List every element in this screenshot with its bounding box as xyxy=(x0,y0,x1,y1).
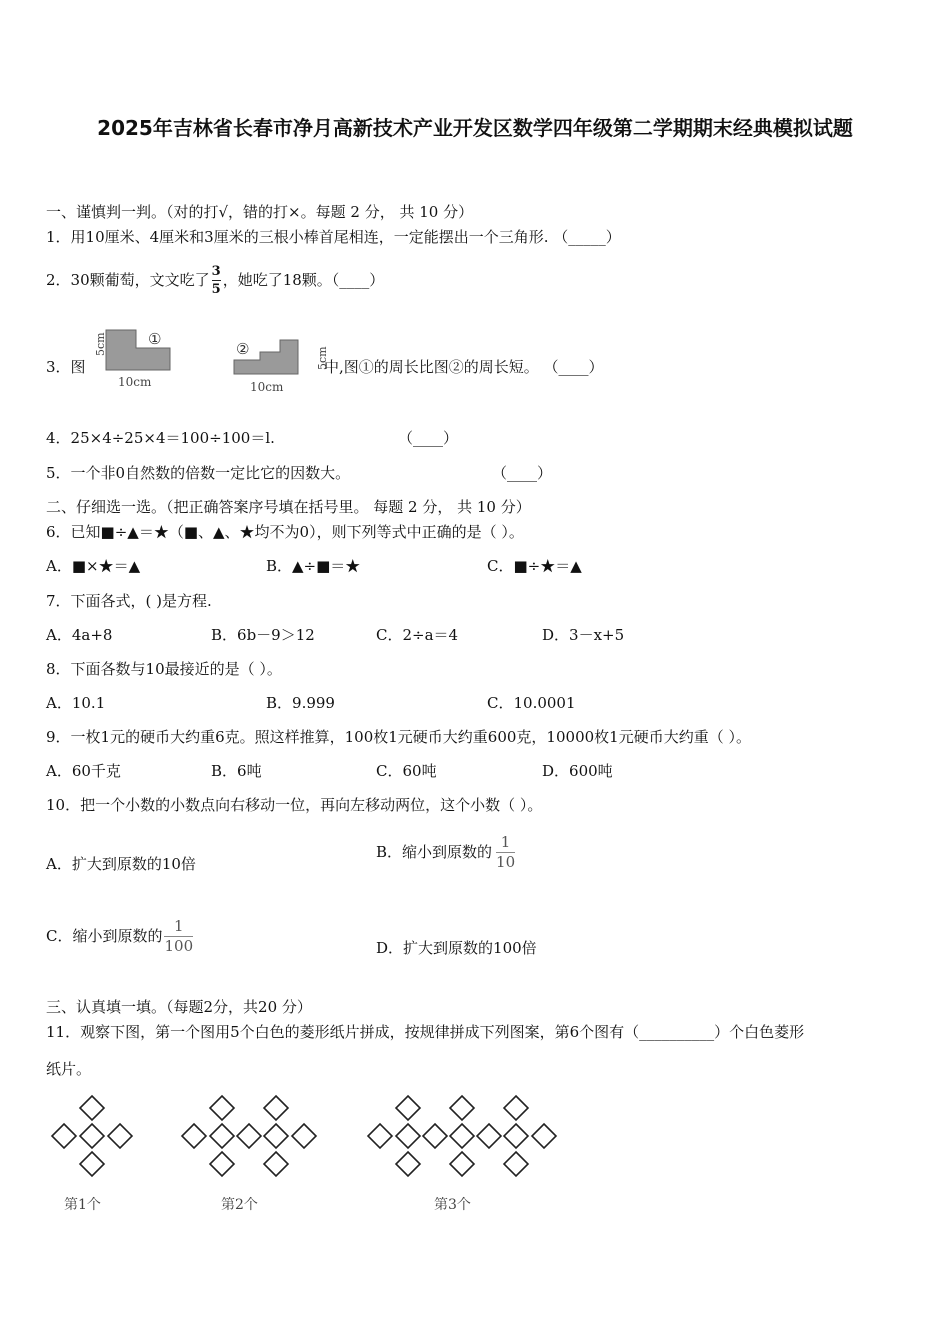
figure-1-side-label: 5cm xyxy=(94,332,107,356)
question-3-end: 中,图①的周长比图②的周长短。 （____） xyxy=(324,358,604,376)
question-2-text: 2．30颗葡萄，文文吃了 xyxy=(46,271,210,289)
figure-1 xyxy=(88,326,198,392)
question-9: 9．一枚1元的硬币大约重6克。照这样推算，100枚1元硬币大约重600克，10000枚1元硬币大约重（ ）。 xyxy=(46,728,751,746)
question-6-option-c: C．■÷★＝▲ xyxy=(487,557,582,575)
pattern-1-label: 第1个 xyxy=(64,1197,101,1213)
pattern-2 xyxy=(182,1096,316,1176)
fraction-bar xyxy=(212,280,221,281)
question-7-option-d: D．3－x+5 xyxy=(542,626,625,644)
question-7-option-b: B．6b－9＞12 xyxy=(211,626,315,644)
question-11: 11．观察下图，第一个图用5个白色的菱形纸片拼成，按规律拼成下列图案，第6个图有（__________）个白色菱形 xyxy=(46,1023,805,1041)
pattern-1 xyxy=(52,1096,132,1176)
figure-2-side-label: 5cm xyxy=(316,346,329,370)
question-10-option-c-text: C．缩小到原数的 xyxy=(46,927,163,945)
question-8: 8．下面各数与10最接近的是（ ）。 xyxy=(46,660,282,678)
question-10: 10．把一个小数的小数点向右移动一位，再向左移动两位，这个小数（ ）。 xyxy=(46,796,543,814)
fraction-numerator: 3 xyxy=(211,263,221,279)
question-8-option-c: C．10.0001 xyxy=(487,694,576,712)
section2-header: 二、仔细选一选。（把正确答案序号填在括号里。 每题 2 分， 共 10 分） xyxy=(46,498,531,516)
figure-2 xyxy=(230,330,329,396)
fraction-denominator: 100 xyxy=(164,936,194,955)
fraction-1-100 xyxy=(164,916,194,955)
figure-1-bottom-label: 10cm xyxy=(118,375,152,389)
question-7-option-a: A．4a+8 xyxy=(46,626,113,644)
section3-header: 三、认真填一填。（每题2分，共20 分） xyxy=(46,998,312,1016)
question-2 xyxy=(46,262,384,298)
question-3-start: 3．图 xyxy=(46,358,86,376)
question-7: 7．下面各式，( )是方程. xyxy=(46,592,212,610)
question-10-option-c xyxy=(46,912,193,960)
figure-2-bottom-label: 10cm xyxy=(250,380,284,394)
question-9-option-c: C．60吨 xyxy=(376,762,437,780)
question-6-option-b: B．▲÷■＝★ xyxy=(266,557,361,575)
question-6: 6．已知■÷▲＝★（■、▲、★均不为0），则下列等式中正确的是（ ）。 xyxy=(46,523,524,541)
question-8-option-b: B．9.999 xyxy=(266,694,335,712)
question-6-option-a: A．■×★＝▲ xyxy=(46,557,141,575)
fraction-numerator: 1 xyxy=(500,832,511,851)
question-5-blank: （____） xyxy=(492,464,553,482)
question-7-option-c: C．2÷a＝4 xyxy=(376,626,459,644)
pattern-3 xyxy=(368,1096,556,1176)
question-9-option-a: A．60千克 xyxy=(46,762,121,780)
question-5: 5．一个非0自然数的倍数一定比它的因数大。 xyxy=(46,464,351,482)
pattern-3-label: 第3个 xyxy=(434,1197,471,1213)
question-10-option-a: A．扩大到原数的10倍 xyxy=(46,855,196,873)
question-4: 4．25×4÷25×4＝100÷100＝l. xyxy=(46,429,275,447)
question-2-text-end: ，她吃了18颗。（____） xyxy=(222,271,385,289)
question-11-continued: 纸片。 xyxy=(46,1060,92,1078)
question-10-option-b-text: B．缩小到原数的 xyxy=(376,843,493,861)
figure-2-mark: ② xyxy=(236,340,250,358)
page-title: 2025年吉林省长春市净月高新技术产业开发区数学四年级第二学期期末经典模拟试题 xyxy=(97,116,853,140)
question-10-option-d: D．扩大到原数的100倍 xyxy=(376,939,537,957)
question-10-option-b xyxy=(376,828,515,876)
fraction-denominator: 10 xyxy=(496,852,516,871)
question-1: 1．用10厘米、4厘米和3厘米的三根小棒首尾相连，一定能摆出一个三角形. （_____） xyxy=(46,228,621,246)
fraction-numerator: 1 xyxy=(174,916,184,935)
figure-1-mark: ① xyxy=(148,330,162,348)
figure-2-shape xyxy=(230,330,329,396)
fraction-1-10 xyxy=(496,832,516,871)
pattern-2-label: 第2个 xyxy=(221,1197,258,1213)
question-9-option-d: D．600吨 xyxy=(542,762,613,780)
question-9-option-b: B．6吨 xyxy=(211,762,262,780)
section1-header: 一、谨慎判一判。（对的打√，错的打×。每题 2 分， 共 10 分） xyxy=(46,203,474,221)
question-8-option-a: A．10.1 xyxy=(46,694,106,712)
rhombus-pattern-figures xyxy=(40,1090,580,1220)
question-4-blank: （____） xyxy=(398,429,459,447)
figure-1-shape xyxy=(88,326,198,392)
fraction-3-5 xyxy=(212,265,221,296)
fraction-denominator: 5 xyxy=(211,281,221,297)
